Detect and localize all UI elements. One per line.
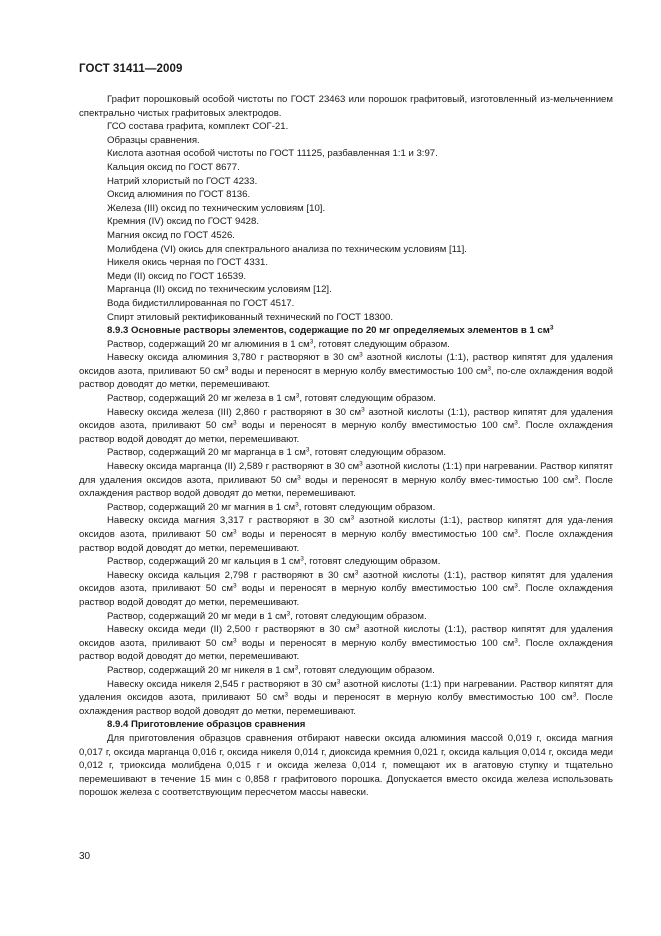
document-body: [79, 93, 613, 800]
paragraph-calcium-text: Навеску оксида кальция 2,798 г растворяют в 30 $см^3$ азотной кислоты (1:1), раствор кипятят для удаления оксидов азота, приливают 50 $см^3$ воды и переносят в мерную колбу вместимостью 100 $см^3$. После охлаждения раствор водой доводят до метки, перемешивают.: [79, 569, 614, 608]
section-heading-8-9-3: [79, 324, 613, 338]
paragraph: Спирт этиловый ректификованный технический по ГОСТ 18300.: [107, 311, 393, 323]
section-heading-8-9-4: 8.9.4 Приготовление образцов сравнения: [107, 719, 306, 731]
paragraph-aluminium-title: Раствор, содержащий 20 мг алюминия в 1 $см^3$, готовят следующим образом.: [107, 338, 450, 350]
paragraph: Магния оксид по ГОСТ 4526.: [107, 229, 235, 241]
page-header: [79, 63, 182, 75]
paragraph-copper-title: Раствор, содержащий 20 мг меди в 1 $см^3$, готовят следующим образом.: [107, 610, 427, 622]
document-id: ГОСТ 31411—2009: [79, 63, 183, 75]
paragraph: Меди (II) оксид по ГОСТ 16539.: [107, 270, 247, 282]
paragraph: Железа (III) оксид по техническим условиям [10].: [107, 202, 326, 214]
paragraph-iron-text: Навеску оксида железа (III) 2,860 г растворяют в 30 $см^3$ азотной кислоты (1:1), раствор кипятят для удаления оксидов азота, приливают 50 $см^3$ воды и переносят в мерную колбу вместимостью 100 $см^3$. После охлаждения раствор водой доводят до метки, перемешивают.: [79, 406, 614, 445]
paragraph: Оксид алюминия по ГОСТ 8136.: [107, 189, 251, 201]
paragraph-magnesium-text: Навеску оксида магния 3,317 г растворяют в 30 $см^3$ азотной кислоты (1:1), раствор кипятят для уда-ления оксидов азота, приливают 50 $см^3$ воды и переносят в мерную колбу вместимостью 100 $см^3$. После охлаждения раствор водой доводят до метки, перемешивают.: [79, 514, 614, 554]
page-number: 30: [79, 851, 91, 862]
paragraph-copper-text: Навеску оксида меди (II) 2,500 г растворяют в 30 $см^3$ азотной кислоты (1:1), раствор кипятят для удаления оксидов азота, приливают 50 $см^3$ воды и переносят в мерную колбу вместимостью 100 $см^3$. После охлаждения раствор водой доводят до метки, перемешивают.: [79, 623, 614, 663]
paragraph: Кислота азотная особой чистоты по ГОСТ 11125, разбавленная 1:1 и 3:97.: [107, 148, 438, 160]
paragraph-nickel-title: Раствор, содержащий 20 мг никеля в 1 $см^3$, готовят следующим образом.: [107, 664, 435, 676]
paragraph: Кремния (IV) оксид по ГОСТ 9428.: [107, 216, 260, 228]
paragraph-magnesium-title: Раствор, содержащий 20 мг магния в 1 $см^3$, готовят следующим образом.: [107, 501, 436, 513]
paragraph-calcium-title: Раствор, содержащий 20 мг кальция в 1 $см^3$, готовят следующим образом.: [107, 555, 441, 568]
paragraph: Образцы сравнения.: [107, 134, 200, 146]
paragraph-reference-samples: Для приготовления образцов сравнения отбирают навески оксида алюминия массой 0,019 г, оксида магния 0,017 г, оксида марганца 0,016 г, оксида никеля 0,014 г, диоксида кремния 0,021 г, оксида кальция 0,014 г, оксида меди 0,012 г, триоксида молибдена 0,015 г и оксида железа 0,014 г, помещают их в агатовую ступку и тщательно перемешивают в течение 15 мин с 0,858 г графитового порошка. Допускается вместо оксида железа использовать порошок железа с соответствующим пересчетом массы навески.: [79, 732, 613, 799]
paragraph: Кальция оксид по ГОСТ 8677.: [107, 161, 240, 173]
paragraph: Никеля окись черная по ГОСТ 4331.: [107, 257, 269, 269]
paragraph: Натрий хлористый по ГОСТ 4233.: [107, 175, 258, 187]
paragraph: Молибдена (VI) окись для спектрального анализа по техническим условиям [11].: [107, 243, 467, 255]
superscript: 3: [549, 324, 554, 332]
paragraph: ГСО состава графита, комплект СОГ-21.: [107, 121, 289, 133]
paragraph-aluminium-text: Навеску оксида алюминия 3,780 г растворяют в 30 $см^3$ азотной кислоты (1:1), раствор кипятят для удаления оксидов азота, приливают 50 $см^3$ воды и переносят в мерную колбу вместимостью 100 $см^3$, по-сле охлаждения водой раствор доводят до метки, перемешивают.: [79, 351, 613, 391]
paragraph: Графит порошковый особой чистоты по ГОСТ 23463 или порошок графитовый, изготовленный из-мельченнием спектрально чистых графитовых электродов.: [79, 94, 613, 119]
paragraph-manganese-title: Раствор, содержащий 20 мг марганца в 1 $см^3$, готовят следующим образом.: [107, 446, 447, 459]
paragraph-manganese-text: Навеску оксида марганца (II) 2,589 г растворяют в 30 $см^3$ азотной кислоты (1:1) при нагревании. Раствор кипятят для удаления оксидов азота, приливают 50 $см^3$ воды и переносят в мерную колбу вмес-тимостью 100 $см^3$. После охлаждения раствор водой доводят до метки, перемешивают.: [79, 460, 614, 500]
paragraph: Марганца (II) оксид по техническим условиям [12].: [107, 284, 332, 296]
section-heading-text: 8.9.3 Основные растворы элементов, содержащие по 20 мг определяемых элементов в 1 см: [107, 325, 550, 337]
paragraph-nickel-text: Навеску оксида никеля 2,545 г растворяют в 30 $см^3$ азотной кислоты (1:1) при нагревании. Раствор кипятят для удаления оксидов азота, приливают 50 $см^3$ воды и переносят в мерную колбу вместимостью 100 $см^3$. После охлаждения раствор водой доводят до метки, перемешивают.: [79, 678, 613, 717]
paragraph-iron-title: Раствор, содержащий 20 мг железа в 1 $см^3$, готовят следующим образом.: [107, 392, 436, 405]
paragraph: Вода бидистиллированная по ГОСТ 4517.: [107, 297, 295, 309]
